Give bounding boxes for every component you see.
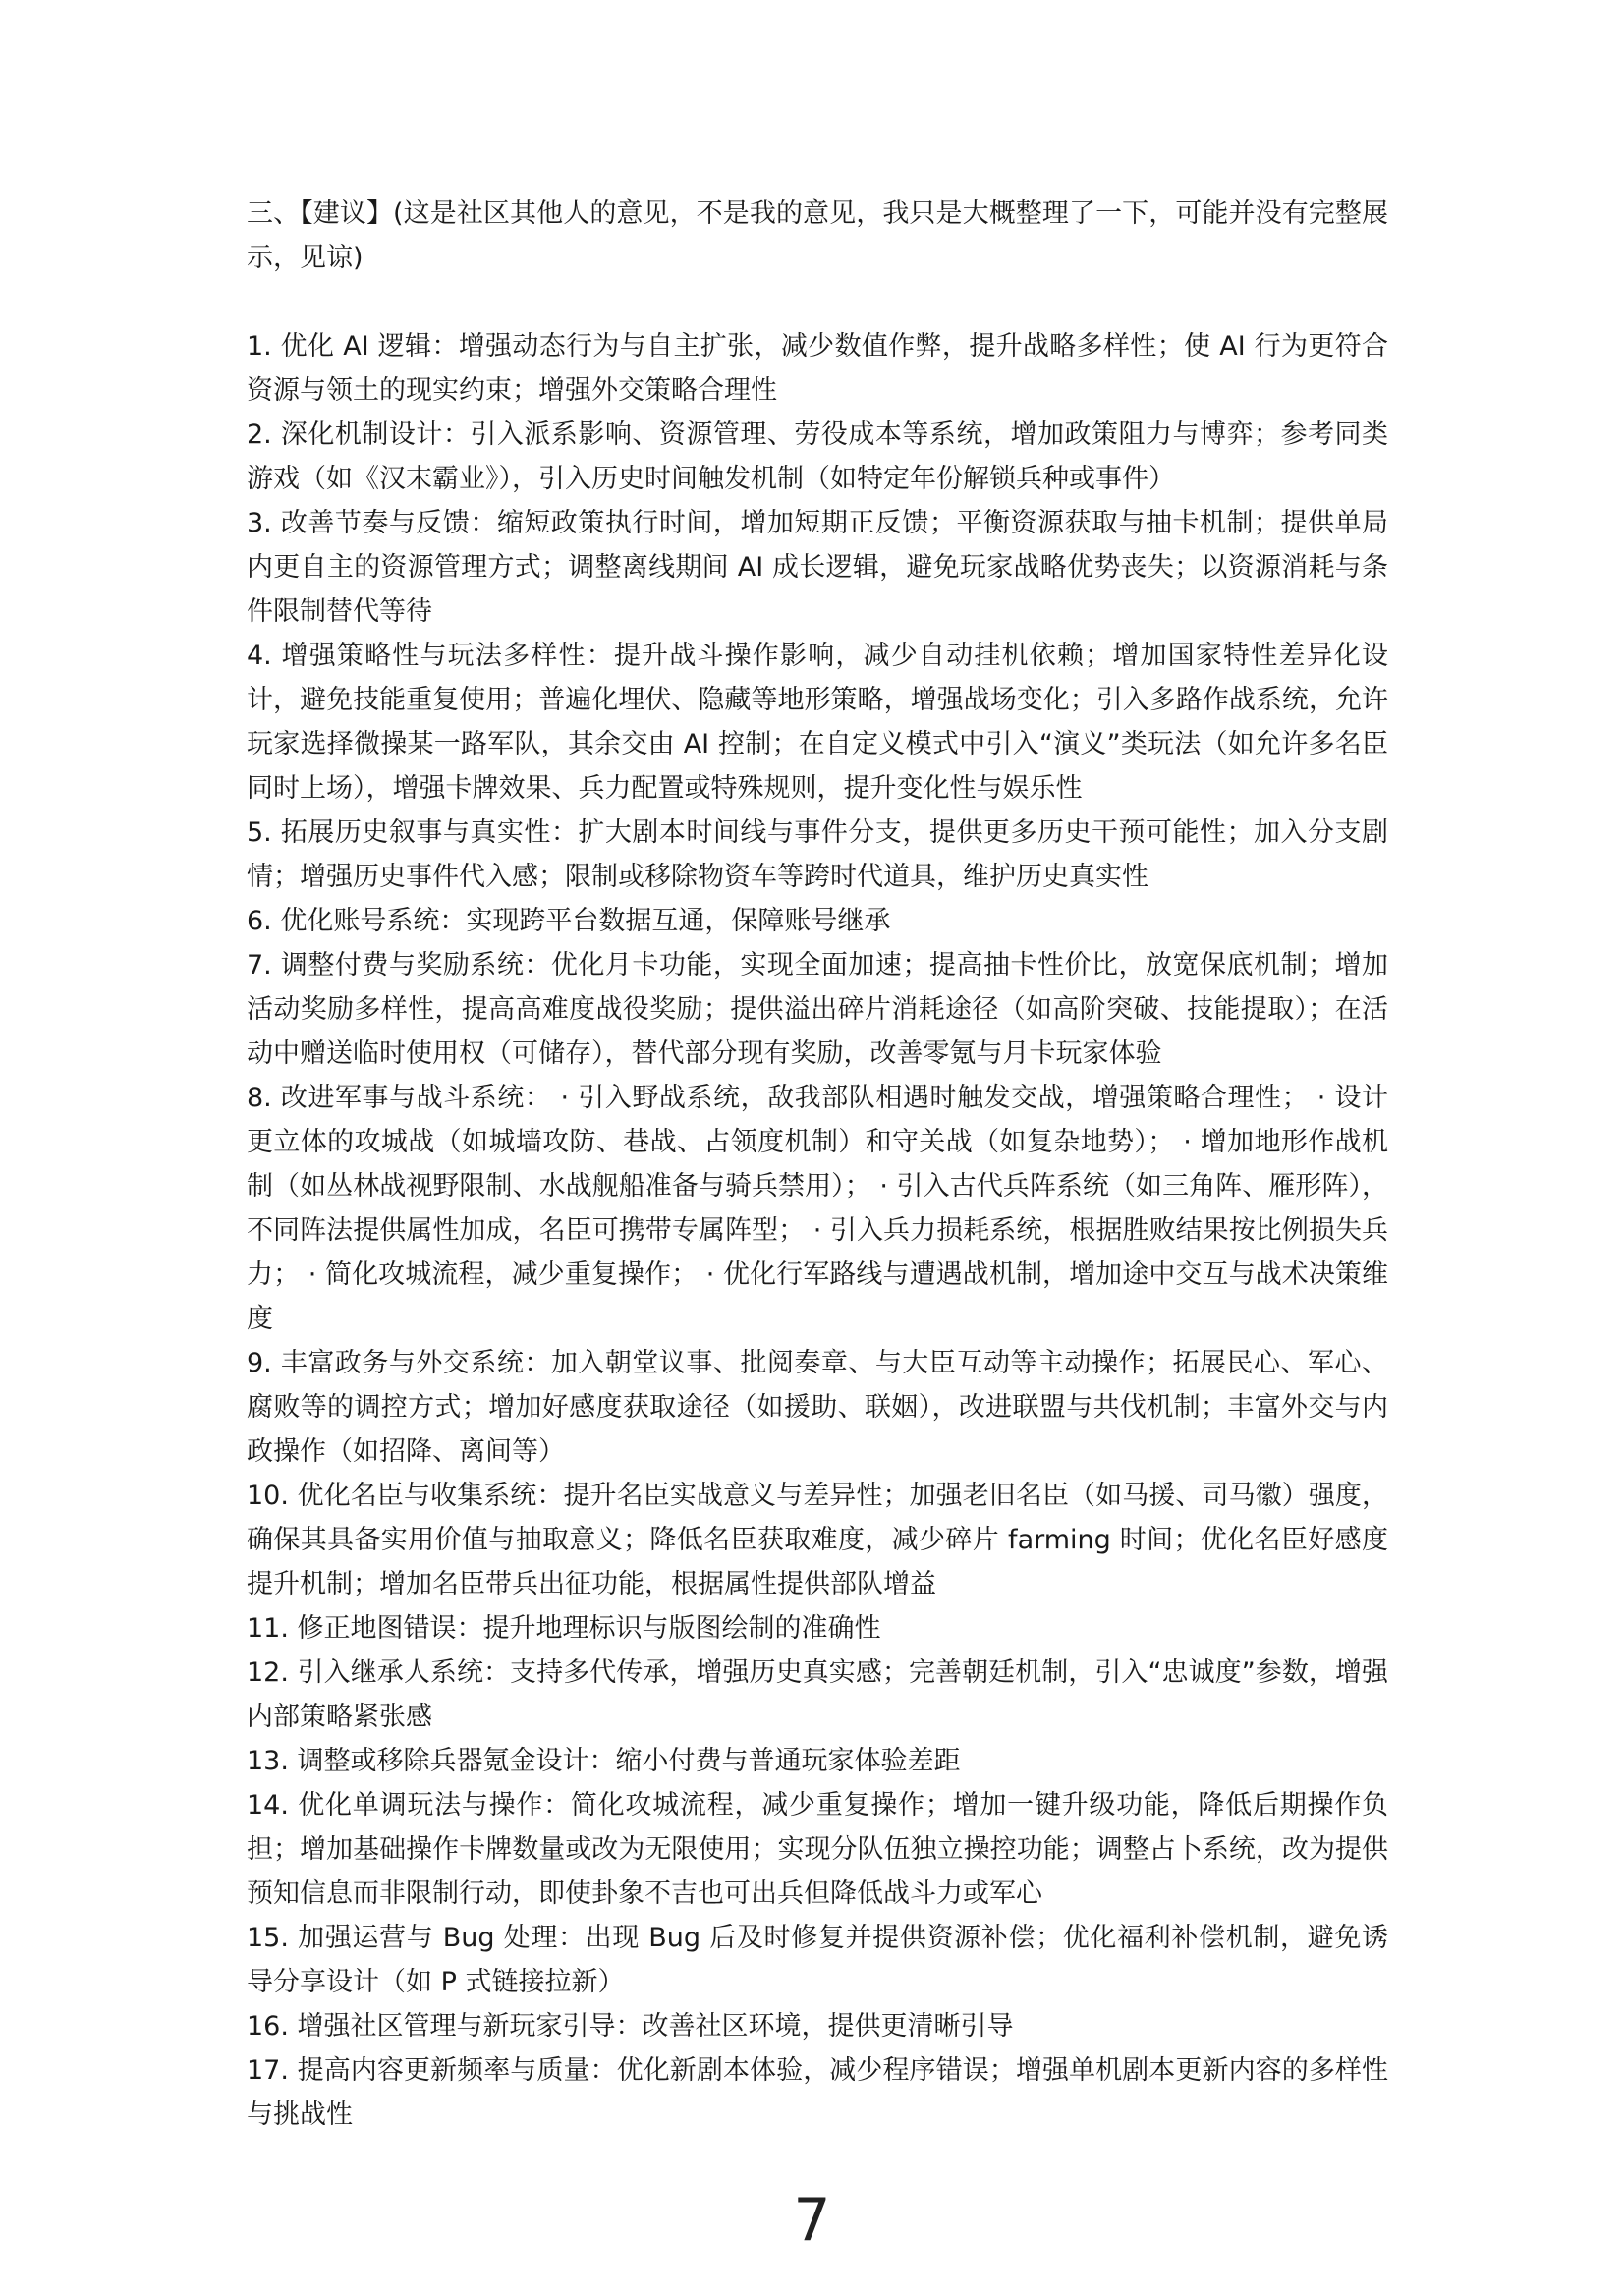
list-item: 14. 优化单调玩法与操作：简化攻城流程，减少重复操作；增加一键升级功能，降低后期操作负担；增加基础操作卡牌数量或改为无限使用；实现分队伍独立操控功能；调整占卜系统，改为提供预知信息而非限制行动，即使卦象不吉也可出兵但降低战斗力或军心 [247,1790,1388,1909]
list-item: 6. 优化账号系统：实现跨平台数据互通，保障账号继承 [247,906,891,936]
list-item: 15. 加强运营与 Bug 处理：出现 Bug 后及时修复并提供资源补偿；优化福利补偿机制，避免诱导分享设计（如 P 式链接拉新） [247,1923,1388,1997]
list-item: 3. 改善节奏与反馈：缩短政策执行时间，增加短期正反馈；平衡资源获取与抽卡机制；提供单局内更自主的资源管理方式；调整离线期间 AI 成长逻辑，避免玩家战略优势丧失；以资源消耗与条件限制替代等待 [247,508,1388,627]
list-item: 13. 调整或移除兵器氪金设计：缩小付费与普通玩家体验差距 [247,1746,961,1776]
section-intro: 三、【建议】(这是社区其他人的意见，不是我的意见，我只是大概整理了一下，可能并没有完整展示，见谅) [247,198,1388,273]
document-body [247,192,1388,2137]
list-item: 7. 调整付费与奖励系统：优化月卡功能，实现全面加速；提高抽卡性价比，放宽保底机制；增加活动奖励多样性，提高高难度战役奖励；提供溢出碎片消耗途径（如高阶突破、技能提取）；在活动中赠送临时使用权（可储存），替代部分现有奖励，改善零氪与月卡玩家体验 [247,950,1388,1069]
list-item: 5. 拓展历史叙事与真实性：扩大剧本时间线与事件分支，提供更多历史干预可能性；加入分支剧情；增强历史事件代入感；限制或移除物资车等跨时代道具，维护历史真实性 [247,817,1388,892]
list-item: 16. 增强社区管理与新玩家引导：改善社区环境，提供更清晰引导 [247,2011,1014,2042]
list-item: 8. 改进军事与战斗系统： · 引入野战系统，敌我部队相遇时触发交战，增强策略合理性； · 设计更立体的攻城战（如城墙攻防、巷战、占领度机制）和守关战（如复杂地势）； · 增加地形作战机制（如丛林战视野限制、水战舰船准备与骑兵禁用）； · 引入古代兵阵系统（如三角阵、雁形阵），不同阵法提供属性加成，名臣可携带专属阵型； · 引入兵力损耗系统，根据胜败结果按比例损失兵力； · 简化攻城流程，减少重复操作； · 优化行军路线与遭遇战机制，增加途中交互与战术决策维度 [247,1083,1388,1334]
list-item: 17. 提高内容更新频率与质量：优化新剧本体验，减少程序错误；增强单机剧本更新内容的多样性与挑战性 [247,2055,1388,2130]
list-item: 9. 丰富政务与外交系统：加入朝堂议事、批阅奏章、与大臣互动等主动操作；拓展民心、军心、腐败等的调控方式；增加好感度获取途径（如援助、联姻），改进联盟与共伐机制；丰富外交与内政操作（如招降、离间等） [247,1348,1388,1467]
list-item: 11. 修正地图错误：提升地理标识与版图绘制的准确性 [247,1613,881,1644]
list-item: 12. 引入继承人系统：支持多代传承，增强历史真实感；完善朝廷机制，引入“忠诚度”参数，增强内部策略紧张感 [247,1657,1388,1732]
list-item: 4. 增强策略性与玩法多样性：提升战斗操作影响，减少自动挂机依赖；增加国家特性差异化设计，避免技能重复使用；普遍化埋伏、隐藏等地形策略，增强战场变化；引入多路作战系统，允许玩家选择微操某一路军队，其余交由 AI 控制；在自定义模式中引入“演义”类玩法（如允许多名臣同时上场），增强卡牌效果、兵力配置或特殊规则，提升变化性与娱乐性 [247,641,1388,804]
list-item: 10. 优化名臣与收集系统：提升名臣实战意义与差异性；加强老旧名臣（如马援、司马徽）强度，确保其具备实用价值与抽取意义；降低名臣获取难度，减少碎片 farming 时间；优化名臣好感度提升机制；增加名臣带兵出征功能，根据属性提供部队增益 [247,1481,1388,1599]
page-number: 7 [793,2186,831,2255]
list-item: 1. 优化 AI 逻辑：增强动态行为与自主扩张，减少数值作弊，提升战略多样性；使 AI 行为更符合资源与领土的现实约束；增强外交策略合理性 [247,331,1388,406]
list-item: 2. 深化机制设计：引入派系影响、资源管理、劳役成本等系统，增加政策阻力与博弈；参考同类游戏（如《汉末霸业》），引入历史时间触发机制（如特定年份解锁兵种或事件） [247,420,1388,494]
